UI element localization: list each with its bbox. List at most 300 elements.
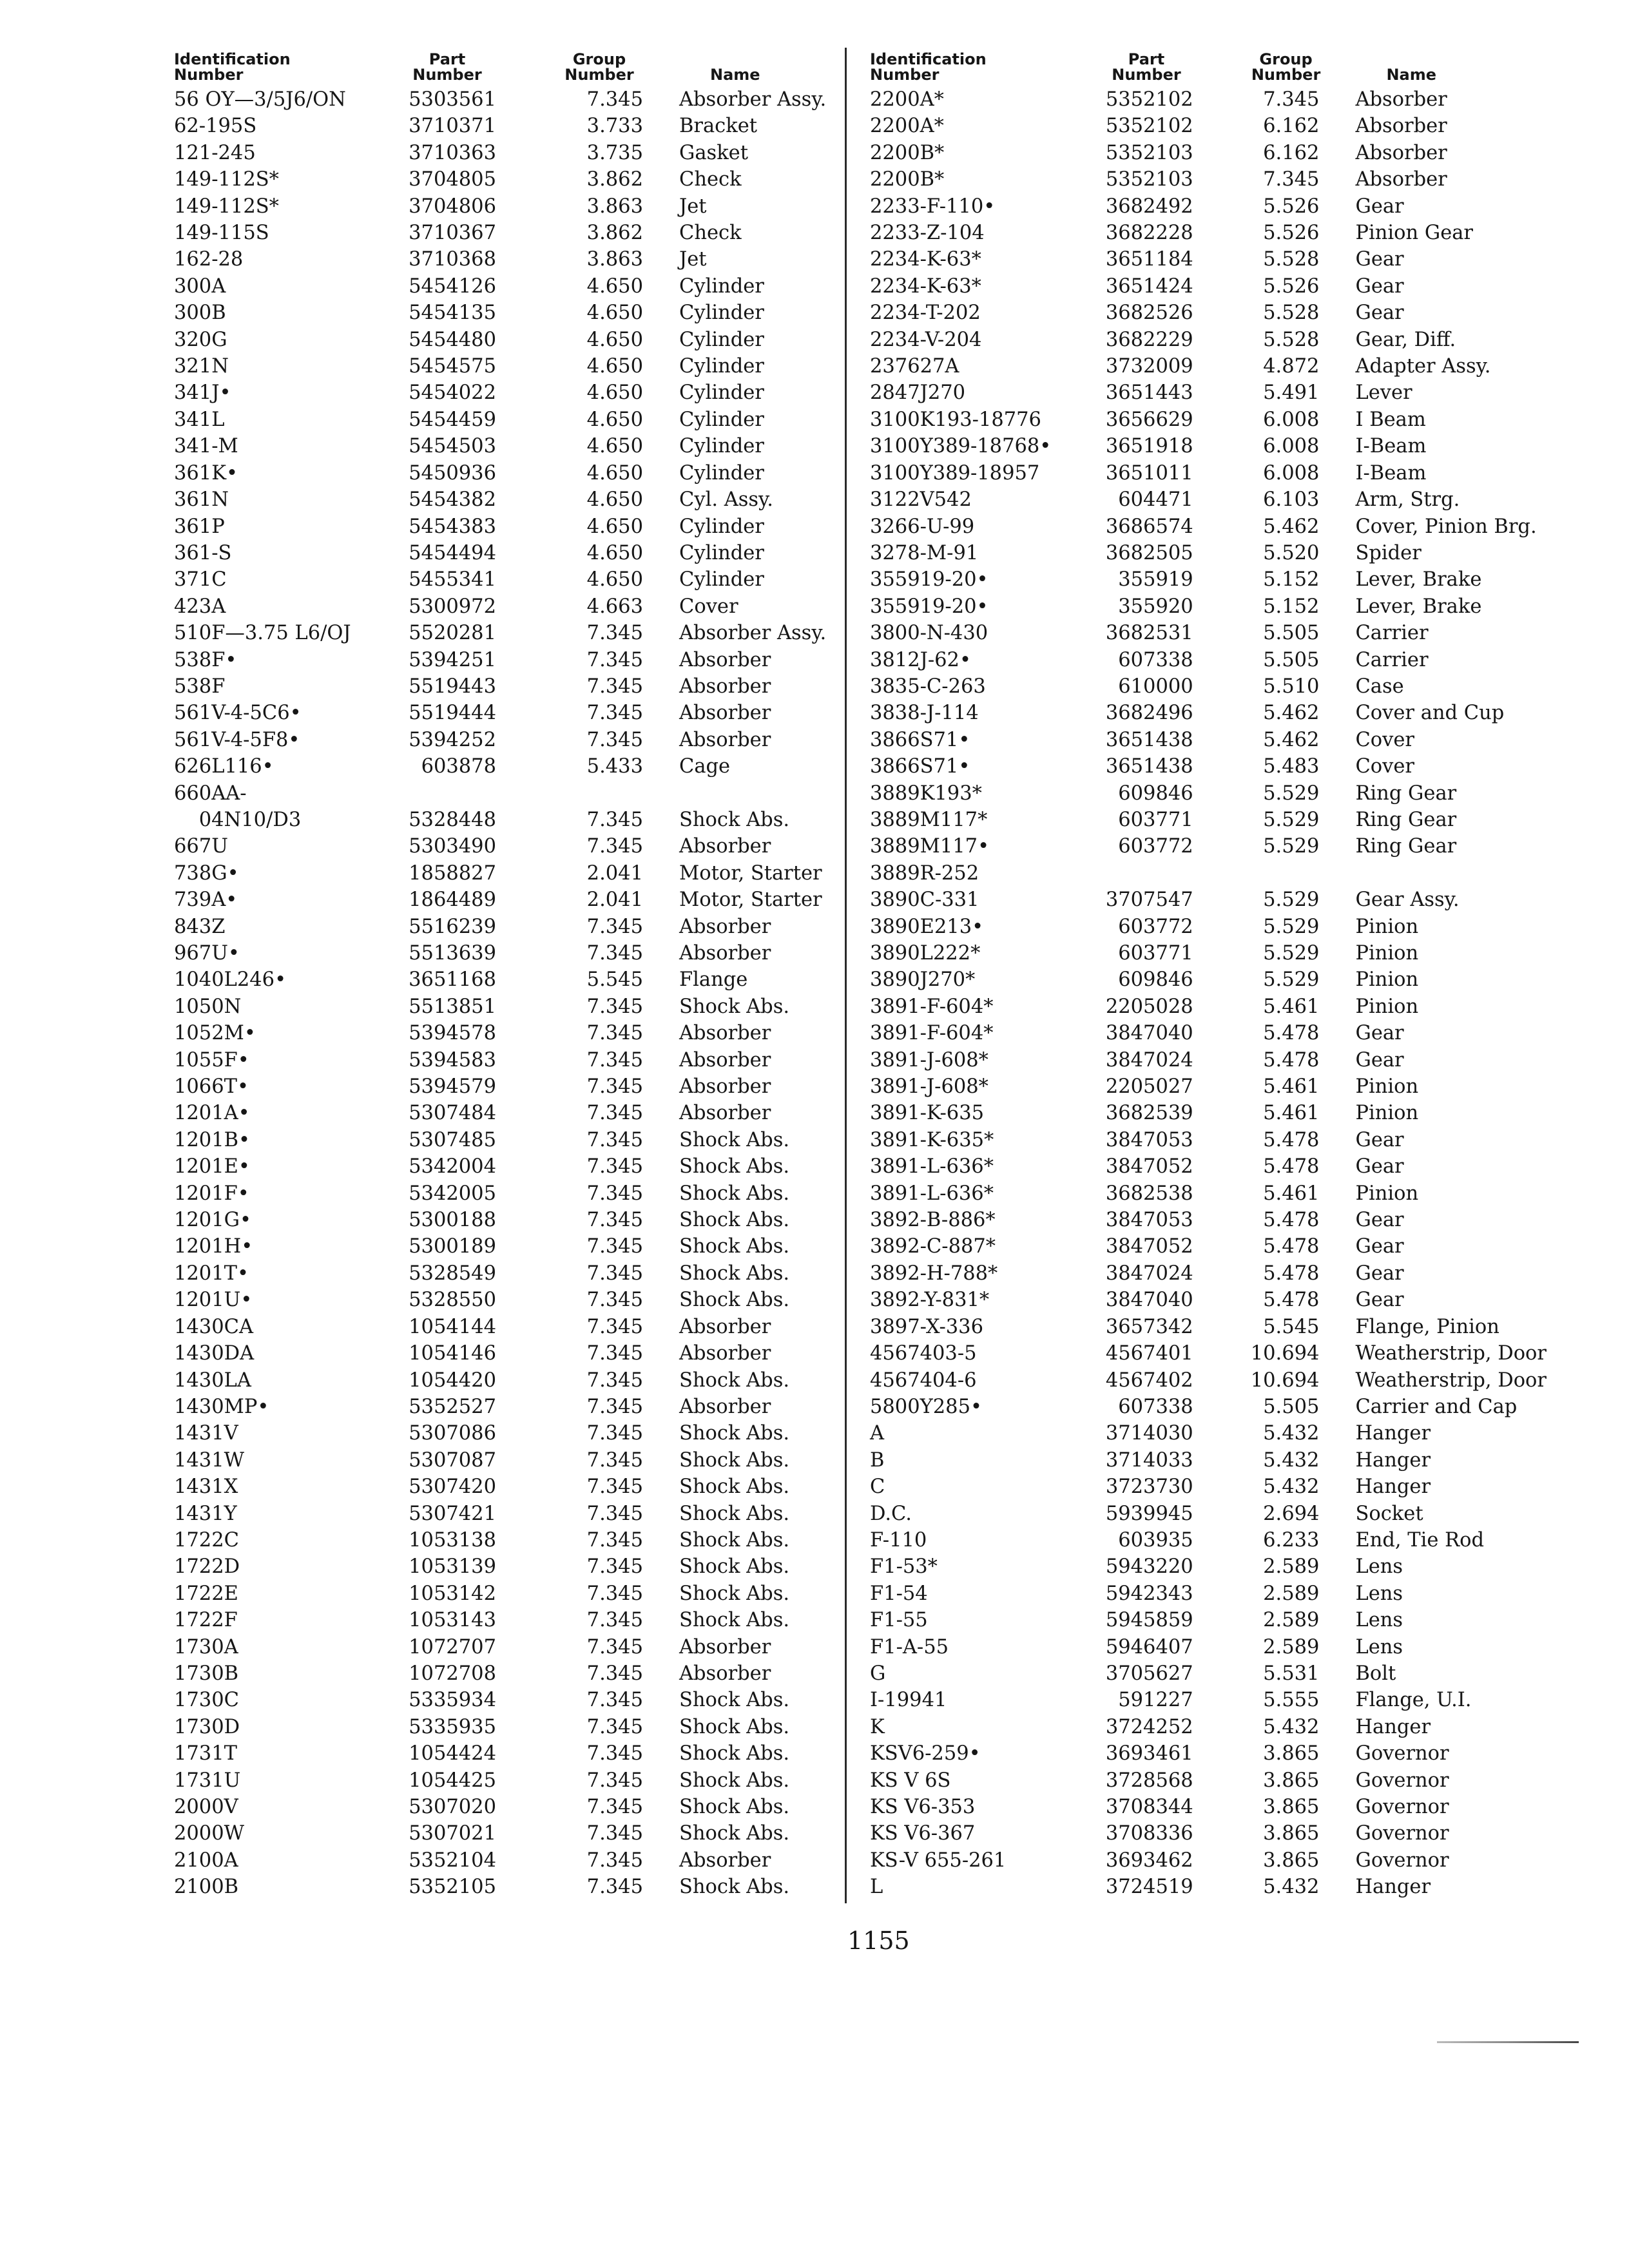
part-name-cell: Spider [1355,541,1422,564]
identification-number-cell: 3891-J-608* [870,1048,988,1072]
identification-number-cell: 341-M [174,435,238,458]
identification-number-cell: 1731T [174,1742,237,1765]
identification-number-cell: 4567404-6 [870,1369,977,1392]
group-number-cell: 7.345 [586,1876,643,1899]
identification-number-cell: 1731U [174,1769,241,1792]
part-name-cell: Shock Abs. [679,1475,790,1499]
table-row [174,1073,831,1100]
part-name-cell: Shock Abs. [679,1289,790,1312]
group-number-cell: 5.432 [1263,1475,1320,1499]
identification-number-cell: 1201G• [174,1209,251,1232]
group-number-cell: 7.345 [586,1182,643,1205]
part-name-cell: Hanger [1355,1448,1431,1472]
identification-number-cell: 3889R-252 [870,861,979,885]
part-name-cell: Cylinder [679,461,764,485]
group-number-cell: 5.526 [1263,274,1320,298]
part-name-cell: Gear [1355,1235,1404,1258]
part-name-cell: Gear [1355,1289,1404,1312]
identification-number-cell: 3122V542 [870,488,972,512]
part-name-cell: Absorber [1355,168,1447,191]
table-row [870,86,1547,113]
table-row [870,1394,1547,1420]
table-row [174,1553,831,1580]
group-number-cell: 7.345 [586,1369,643,1392]
group-number-header: Group Number [564,50,634,84]
part-number-cell: 604471 [1118,488,1193,512]
part-name-cell: Gear [1355,1209,1404,1232]
table-row [174,1874,831,1900]
part-number-cell: 603772 [1118,915,1193,938]
header-row [174,52,831,86]
identification-number-cell: 62-195S [174,115,257,138]
identification-number-cell: 2234-K-63* [870,274,981,298]
part-number-cell: 3704805 [409,168,496,191]
part-name-cell: Adapter Assy. [1355,355,1491,378]
table-row [870,486,1547,513]
table-row [870,700,1547,726]
part-number-header: Part Number [1112,50,1181,84]
table-row [174,1314,831,1340]
part-name-cell: Absorber [1355,141,1447,164]
group-number-cell: 3.862 [586,168,643,191]
part-name-cell: Shock Abs. [679,1369,790,1392]
identification-number-cell: 626L116• [174,755,274,778]
identification-number-cell: 1201T• [174,1262,249,1285]
identification-number-cell: 561V-4-5C6• [174,702,302,725]
group-number-cell: 5.478 [1263,1155,1320,1178]
identification-number-cell: 2000V [174,1796,238,1818]
table-row [174,914,831,940]
group-number-cell: 4.650 [586,302,643,325]
part-name-cell: Gear [1355,248,1404,271]
part-number-cell: 3651168 [409,968,496,992]
group-number-cell: 7.345 [586,808,643,831]
part-number-cell: 5513851 [409,995,496,1018]
part-number-cell: 5454382 [409,488,496,512]
table-row [174,1501,831,1527]
group-number-cell: 7.345 [1263,168,1320,191]
part-name-cell: Carrier [1355,622,1429,645]
part-name-cell: Absorber [679,1315,771,1338]
part-name-cell: Cylinder [679,515,764,538]
table-row [174,833,831,860]
identification-number-cell: L [870,1876,883,1899]
identification-number-cell: 2233-Z-104 [870,222,985,245]
part-name-cell: Governor [1355,1796,1449,1818]
part-name-cell: Hanger [1355,1475,1431,1499]
identification-number-cell: 3890E213• [870,915,984,938]
part-name-cell: Carrier [1355,648,1429,671]
part-name-cell: Jet [679,248,707,271]
table-row [174,486,831,513]
table-row [174,300,831,326]
part-name-cell: Absorber [679,1635,771,1658]
table-row [870,994,1547,1020]
identification-number-cell: 967U• [174,942,240,965]
group-number-cell: 5.505 [1263,648,1320,671]
part-name-cell: Pinion [1355,915,1419,938]
table-row [174,166,831,193]
part-name-cell: Ring Gear [1355,782,1457,805]
identification-number-cell: 3866S71• [870,755,970,778]
identification-number-cell: 3278-M-91 [870,541,979,564]
group-number-cell: 5.462 [1263,515,1320,538]
identification-number-cell: 3100Y389-18957 [870,461,1040,485]
part-name-cell: Absorber [1355,115,1447,138]
part-name-cell: Shock Abs. [679,1769,790,1792]
part-name-cell: Hanger [1355,1715,1431,1738]
part-number-cell: 5335934 [409,1689,496,1712]
group-number-cell: 7.345 [586,1315,643,1338]
part-number-cell: 3723730 [1105,1475,1193,1499]
part-name-cell: Flange, U.I. [1355,1689,1472,1712]
table-row [174,1153,831,1180]
table-row [174,220,831,246]
table-row [870,1073,1547,1100]
table-row [870,647,1547,673]
part-number-cell: 3710363 [409,141,496,164]
identification-number-cell: 361K• [174,461,238,485]
table-row [870,887,1547,913]
group-number-cell: 7.345 [586,1715,643,1738]
part-name-cell: Absorber [679,1662,771,1685]
part-name-cell: Shock Abs. [679,1715,790,1738]
group-number-cell: 5.462 [1263,702,1320,725]
part-number-cell: 3847053 [1105,1128,1193,1151]
identification-number-cell: 1430LA [174,1369,251,1392]
group-number-cell: 4.650 [586,328,643,351]
part-number-cell: 3724519 [1105,1876,1193,1899]
group-number-cell: 7.345 [586,1849,643,1872]
part-number-cell: 1072707 [409,1635,496,1658]
part-name-cell: Socket [1355,1502,1423,1525]
identification-number-cell: 2847J270 [870,381,966,405]
identification-number-cell: 1201H• [174,1235,253,1258]
group-number-cell: 7.345 [586,88,643,111]
identification-number-cell: 3891-F-604* [870,1022,994,1045]
part-number-cell: 3651438 [1105,728,1193,751]
group-number-cell: 5.478 [1263,1262,1320,1285]
identification-number-cell: 1201F• [174,1182,249,1205]
table-row [870,727,1547,753]
group-number-cell: 5.529 [1263,915,1320,938]
group-number-cell: 2.589 [1263,1609,1320,1632]
group-number-cell: 5.505 [1263,1395,1320,1418]
part-name-cell: Cylinder [679,408,764,431]
table-row [174,994,831,1020]
part-number-cell: 5454575 [409,355,496,378]
part-number-cell: 3693461 [1105,1742,1193,1765]
part-name-cell: Shock Abs. [679,1209,790,1232]
identification-number-cell: 3891-L-636* [870,1155,994,1178]
part-number-cell: 3714030 [1105,1422,1193,1445]
group-number-cell: 4.650 [586,381,643,405]
identification-number-cell: 2234-V-204 [870,328,982,351]
part-number-cell: 3710368 [409,248,496,271]
part-name-cell: Lens [1355,1582,1403,1605]
part-name-cell: Hanger [1355,1876,1431,1899]
part-number-cell: 3682526 [1105,302,1193,325]
group-number-cell: 4.650 [586,488,643,512]
identification-number-cell: 2234-K-63* [870,248,981,271]
table-row [174,620,831,646]
group-number-cell: 7.345 [586,1155,643,1178]
part-number-cell: 3732009 [1105,355,1193,378]
group-number-cell: 4.650 [586,568,643,591]
part-number-cell: 3708336 [1105,1822,1193,1845]
part-name-cell: Pinion [1355,968,1419,992]
identification-number-cell: 149-112S* [174,168,279,191]
part-number-cell: 5454459 [409,408,496,431]
group-number-cell: 7.345 [586,728,643,751]
part-name-cell: Cover, Pinion Brg. [1355,515,1537,538]
part-name-cell: Absorber [679,1342,771,1365]
part-number-cell: 5454480 [409,328,496,351]
table-row [174,433,831,459]
identification-number-cell: 3800-N-430 [870,622,988,645]
table-row [870,1233,1547,1260]
identification-number-cell: 1431V [174,1422,238,1445]
identification-number-cell: 1722F [174,1609,238,1632]
part-number-cell: 5942343 [1105,1582,1193,1605]
identification-number-cell: 1431X [174,1475,238,1499]
part-number-cell: 3710371 [409,115,496,138]
table-row [870,1767,1547,1794]
part-name-cell [1341,860,1547,887]
part-name-cell: Lens [1355,1555,1403,1579]
group-number-cell: 7.345 [586,1395,643,1418]
part-name-cell: Flange [679,968,748,992]
identification-number-cell: 1201E• [174,1155,250,1178]
part-name-cell: Cyl. Assy. [679,488,773,512]
part-number-cell: 5300188 [409,1209,496,1232]
identification-number-cell: 2200A* [870,88,944,111]
table-row [870,1553,1547,1580]
part-name-cell: End, Tie Rod [1355,1528,1484,1552]
part-number-cell: 5519443 [409,675,496,698]
part-number-cell: 5352103 [1105,168,1193,191]
part-name-cell: Absorber [679,675,771,698]
identification-number-cell: 3891-L-636* [870,1182,994,1205]
identification-number-cell: 3889K193* [870,782,982,805]
part-number-cell: 4567402 [1105,1369,1193,1392]
group-number-cell: 5.545 [1263,1315,1320,1338]
part-name-cell: Lever, Brake [1355,568,1482,591]
group-number-cell: 5.526 [1263,222,1320,245]
part-number-cell: 5342005 [409,1182,496,1205]
part-name-cell: Ring Gear [1355,835,1457,858]
table-row [174,647,831,673]
identification-number-cell: 3890L222* [870,942,981,965]
part-name-cell: Cylinder [679,435,764,458]
part-name-cell: Gear [1355,1022,1404,1045]
group-number-cell: 4.650 [586,541,643,564]
part-number-cell: 5342004 [409,1155,496,1178]
part-name-cell: Shock Abs. [679,1796,790,1818]
group-number-cell: 3.865 [1263,1769,1320,1792]
identification-number-cell: 1050N [174,995,242,1018]
part-name-cell: Gear, Diff. [1355,328,1456,351]
part-number-cell: 5352104 [409,1849,496,1872]
group-number-cell: 7.345 [586,1448,643,1472]
part-name-cell: Jet [679,195,707,218]
part-number-cell: 3704806 [409,195,496,218]
table-row [870,1180,1547,1207]
part-number-cell: 1053139 [409,1555,496,1579]
group-number-cell: 3.733 [586,115,643,138]
table-row [870,966,1547,993]
part-number-cell: 3707547 [1105,889,1193,912]
part-name-cell: Gasket [679,141,748,164]
part-number-cell: 3682531 [1105,622,1193,645]
part-name-cell: Shock Abs. [679,1128,790,1151]
table-row [174,1634,831,1660]
part-number-cell: 5328448 [409,808,496,831]
part-number-cell: 3682228 [1105,222,1193,245]
group-number-cell: 5.510 [1263,675,1320,698]
part-name-cell: Absorber [679,1022,771,1045]
table-row [870,113,1547,139]
identification-number-cell: 320G [174,328,227,351]
table-row [870,1794,1547,1820]
part-name-cell: Governor [1355,1742,1449,1765]
group-number-cell: 5.152 [1263,568,1320,591]
part-number-cell: 3657342 [1105,1315,1193,1338]
group-number-cell: 7.345 [586,622,643,645]
part-number-cell: 607338 [1118,648,1193,671]
identification-number-cell: 1730C [174,1689,239,1712]
identification-number-cell: 300A [174,274,226,298]
table-row [174,1767,831,1794]
part-number-cell: 5303490 [409,835,496,858]
group-number-cell [534,780,665,807]
part-name-cell: Shock Abs. [679,1822,790,1845]
part-name-cell: Cylinder [679,355,764,378]
table-row [870,914,1547,940]
group-number-cell: 7.345 [586,1289,643,1312]
table-row [870,1153,1547,1180]
identification-number-cell: 2100A [174,1849,238,1872]
part-name-cell: Governor [1355,1849,1449,1872]
table-row [870,1047,1547,1073]
part-name-cell: Absorber [679,702,771,725]
identification-number-cell: 121-245 [174,141,256,164]
part-number-cell: 5352527 [409,1395,496,1418]
table-row [174,1527,831,1553]
group-number-cell: 2.041 [586,889,643,912]
part-name-cell: Lever, Brake [1355,595,1482,618]
table-row [870,1660,1547,1687]
table-row [870,1340,1547,1367]
table-row [174,1687,831,1713]
identification-number-cell: 3892-C-887* [870,1235,996,1258]
table-row [870,807,1547,833]
table-row [870,1607,1547,1633]
group-number-cell: 4.872 [1263,355,1320,378]
part-number-cell: 1054144 [409,1315,496,1338]
identification-number-cell: 237627A [870,355,959,378]
identification-number-cell: 1055F• [174,1048,249,1072]
right-parts-column [870,52,1547,1901]
part-number-cell: 3708344 [1105,1796,1193,1818]
part-name-cell: Bracket [679,115,758,138]
part-number-cell: 3651424 [1105,274,1193,298]
part-name-cell: Shock Abs. [679,1689,790,1712]
part-name-cell: Cylinder [679,302,764,325]
identification-number-cell: 3889M117* [870,808,988,831]
identification-number-cell: 561V-4-5F8• [174,728,300,751]
group-number-cell: 7.345 [586,1502,643,1525]
table-row [174,514,831,540]
identification-number-cell: B [870,1448,885,1472]
group-number-cell: 3.865 [1263,1742,1320,1765]
part-number-cell: 5352102 [1105,115,1193,138]
identification-number-cell: 1430DA [174,1342,255,1365]
table-row [870,380,1547,406]
identification-number-cell: A [870,1422,885,1445]
group-number-cell: 7.345 [586,1342,643,1365]
identification-number-cell: F1-54 [870,1582,928,1605]
group-number-cell: 7.345 [586,1555,643,1579]
group-number-cell: 3.863 [586,248,643,271]
table-row [870,620,1547,646]
table-row [174,193,831,220]
group-number-cell: 4.650 [586,274,643,298]
part-name-cell: I-Beam [1355,435,1427,458]
part-number-cell: 5307020 [409,1796,496,1818]
identification-number-cell: KS-V 655-261 [870,1849,1007,1872]
table-row [870,1820,1547,1847]
part-name-cell: I Beam [1355,408,1426,431]
part-number-cell: 3847024 [1105,1048,1193,1072]
part-number-cell: 2205027 [1105,1075,1193,1099]
part-number-cell: 603771 [1118,808,1193,831]
part-name-cell: Gear [1355,302,1404,325]
identification-number-cell: F1-53* [870,1555,938,1579]
identification-number-cell: 1722C [174,1528,239,1552]
part-name-cell: Lens [1355,1609,1403,1632]
table-row [174,1287,831,1313]
table-row [870,1020,1547,1046]
identification-number-cell: 1052M• [174,1022,256,1045]
table-row [870,673,1547,700]
table-row [870,860,1547,887]
identification-number-cell: 3890J270* [870,968,976,992]
group-number-cell: 2.589 [1263,1635,1320,1658]
table-row [870,1874,1547,1900]
part-number-cell: 609846 [1118,968,1193,992]
identification-number-cell: 1431W [174,1448,244,1472]
table-row [870,1207,1547,1233]
part-name-cell: Absorber [679,1102,771,1125]
table-row [174,353,831,380]
part-name-cell: Pinion [1355,1182,1419,1205]
group-number-cell: 5.491 [1263,381,1320,405]
part-name-cell: Cover [679,595,738,618]
part-name-cell: Shock Abs. [679,1555,790,1579]
group-number-cell: 5.526 [1263,195,1320,218]
part-number-cell: 5300972 [409,595,496,618]
table-row [870,1127,1547,1153]
group-number-cell: 5.478 [1263,1289,1320,1312]
table-row [870,540,1547,566]
group-number-cell: 6.233 [1263,1528,1320,1552]
part-name-cell: Shock Abs. [679,1182,790,1205]
table-row [870,1260,1547,1287]
table-row [870,514,1547,540]
group-number-cell: 5.461 [1263,1102,1320,1125]
part-name-cell: Carrier and Cap [1355,1395,1518,1418]
